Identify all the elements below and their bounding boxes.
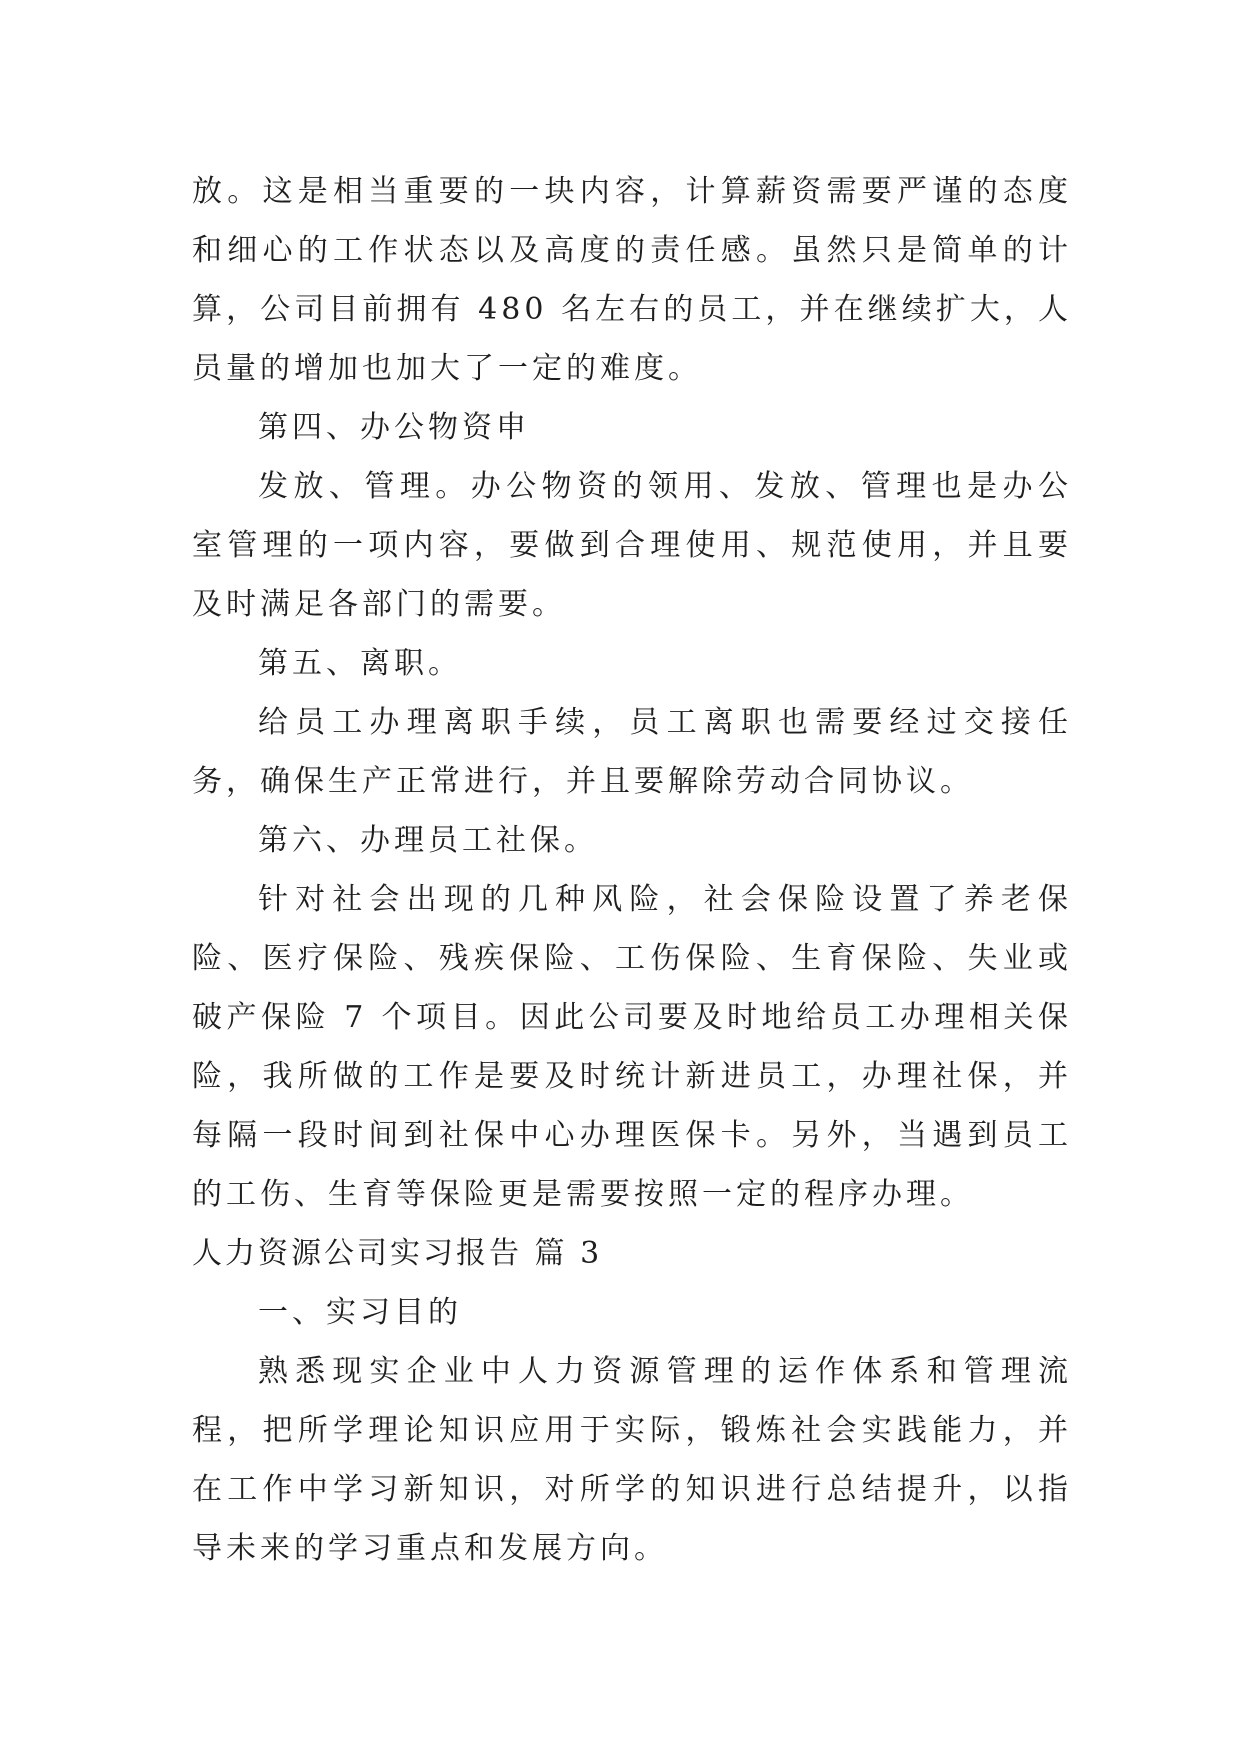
paragraph-internship-purpose: 熟悉现实企业中人力资源管理的运作体系和管理流程，把所学理论知识应用于实际，锻炼社会实践能力，并在工作中学习新知识，对所学的知识进行总结提升，以指导未来的学习重点和发展方向。 <box>192 1354 1072 1566</box>
heading-social-insurance: 第六、办理员工社保。 <box>258 823 598 858</box>
heading-internship-purpose: 一、实习目的 <box>258 1295 462 1330</box>
paragraph-salary-continued: 放。这是相当重要的一块内容，计算薪资需要严谨的态度和细心的工作状态以及高度的责任感。虽然只是简单的计算，公司目前拥有 480 名左右的员工，并在继续扩大，人员量的增加也加大了一定的难度。 <box>192 174 1072 386</box>
document-body <box>192 162 1072 1578</box>
heading-office-supplies: 第四、办公物资申 <box>258 410 530 445</box>
paragraph-social-insurance: 针对社会出现的几种风险，社会保险设置了养老保险、医疗保险、残疾保险、工伤保险、生育保险、失业或破产保险 7 个项目。因此公司要及时地给员工办理相关保险，我所做的工作是要及时统计新进员工，办理社保，并每隔一段时间到社保中心办理医保卡。另外，当遇到员工的工伤、生育等保险更是需要按照一定的程序办理。 <box>192 882 1072 1212</box>
paragraph-resignation: 给员工办理离职手续，员工离职也需要经过交接任务，确保生产正常进行，并且要解除劳动合同协议。 <box>192 705 1072 799</box>
paragraph-office-supplies: 发放、管理。办公物资的领用、发放、管理也是办公室管理的一项内容，要做到合理使用、规范使用，并且要及时满足各部门的需要。 <box>192 469 1072 622</box>
section-title: 人力资源公司实习报告 篇 3 <box>192 1236 603 1271</box>
heading-resignation: 第五、离职。 <box>258 646 462 681</box>
